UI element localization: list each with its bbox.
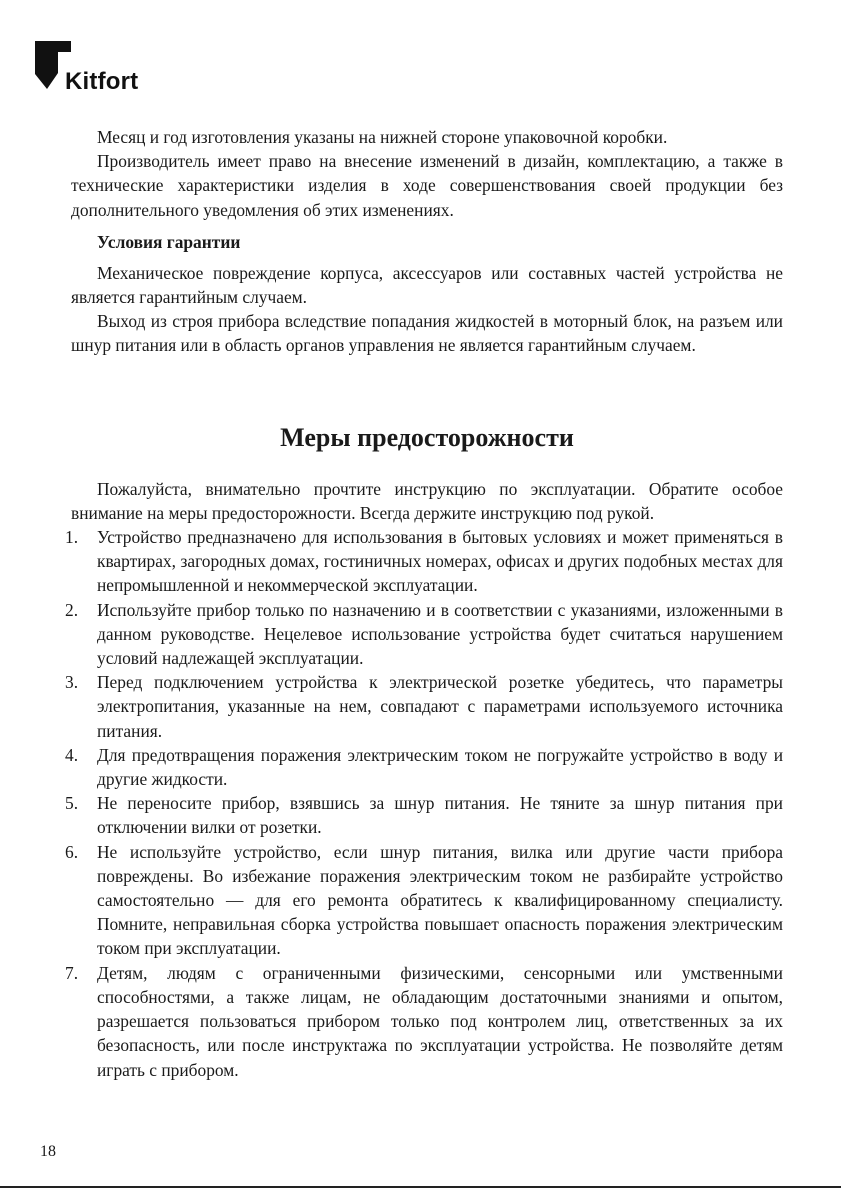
item-number: 7. <box>65 962 79 983</box>
item-number: 5. <box>65 793 79 814</box>
item-number: 3. <box>65 672 79 693</box>
item-text: Перед подключением устройства к электрической розетке убедитесь, что параметры электропитания, указанные на нем, совпадают с параметрами используемого источника питания. <box>97 672 783 741</box>
precaution-item <box>65 791 783 839</box>
item-text: Устройство предназначено для использования в бытовых условиях и может применяться в квартирах, загородных домах, гостиничных номерах, офисах и других подобных местах для непромышленной и некоммерческой эксплуатации. <box>97 527 783 596</box>
intro-paragraph-2: Производитель имеет право на внесение изменений в дизайн, комплектацию, а также в технические характеристики изделия в ходе совершенствования своей продукции без дополнительного уведомления об этих изменениях. <box>71 151 783 220</box>
precautions-list <box>65 525 783 1082</box>
precaution-item <box>65 743 783 791</box>
item-number: 6. <box>65 841 79 862</box>
precaution-item <box>65 670 783 743</box>
item-number: 4. <box>65 744 79 765</box>
item-number: 2. <box>65 599 79 620</box>
page-number: 18 <box>40 1143 56 1160</box>
bottom-divider <box>0 1186 841 1188</box>
precautions-title: Меры предосторожности <box>280 422 574 452</box>
precaution-item <box>65 961 783 1082</box>
item-text: Для предотвращения поражения электрическим током не погружайте устройство в воду и другие жидкости. <box>97 744 783 790</box>
brand-logo <box>34 40 154 96</box>
item-text: Не переносите прибор, взявшись за шнур питания. Не тяните за шнур питания при отключении вилки от розетки. <box>97 793 783 838</box>
item-text: Детям, людям с ограниченными физическими, сенсорными или умственными способностями, а также лицам, не обладающим достаточными знаниями и опытом, разрешается пользоваться прибором только под контролем лиц, ответственных за их безопасность, или после инструктажа по эксплуатации устройства. Не позволяйте детям играть с прибором. <box>97 962 783 1080</box>
precaution-item <box>65 840 783 961</box>
precautions-intro: Пожалуйста, внимательно прочтите инструкцию по эксплуатации. Обратите особое внимание на меры предосторожности. Всегда держите инструкцию под рукой. <box>71 478 783 523</box>
item-text: Не используйте устройство, если шнур питания, вилка или другие части прибора повреждены. Во избежание поражения электрическим током не разбирайте устройство самостоятельно — для его ремонта обратитесь к квалифицированному специалисту. Помните, неправильная сборка устройства повышает опасность поражения электрическим током при эксплуатации. <box>97 841 783 959</box>
warranty-paragraph-2: Выход из строя прибора вследствие попадания жидкостей в моторный блок, на разъем или шнур питания или в область органов управления не является гарантийным случаем. <box>71 311 783 356</box>
page-content <box>65 125 783 1082</box>
precaution-item <box>65 598 783 671</box>
intro-paragraph-1: Месяц и год изготовления указаны на нижней стороне упаковочной коробки. <box>97 127 668 147</box>
brand-name: Kitfort <box>65 68 139 95</box>
warranty-heading: Условия гарантии <box>97 231 241 252</box>
item-text: Используйте прибор только по назначению и в соответствии с указаниями, изложенными в данном руководстве. Нецелевое использование устройства будет считаться нарушением условий надлежащей эксплуатации. <box>97 599 783 669</box>
precaution-item <box>65 525 783 598</box>
item-number: 1. <box>65 527 79 548</box>
warranty-paragraph-1: Механическое повреждение корпуса, аксессуаров или составных частей устройства не является гарантийным случаем. <box>71 262 783 308</box>
